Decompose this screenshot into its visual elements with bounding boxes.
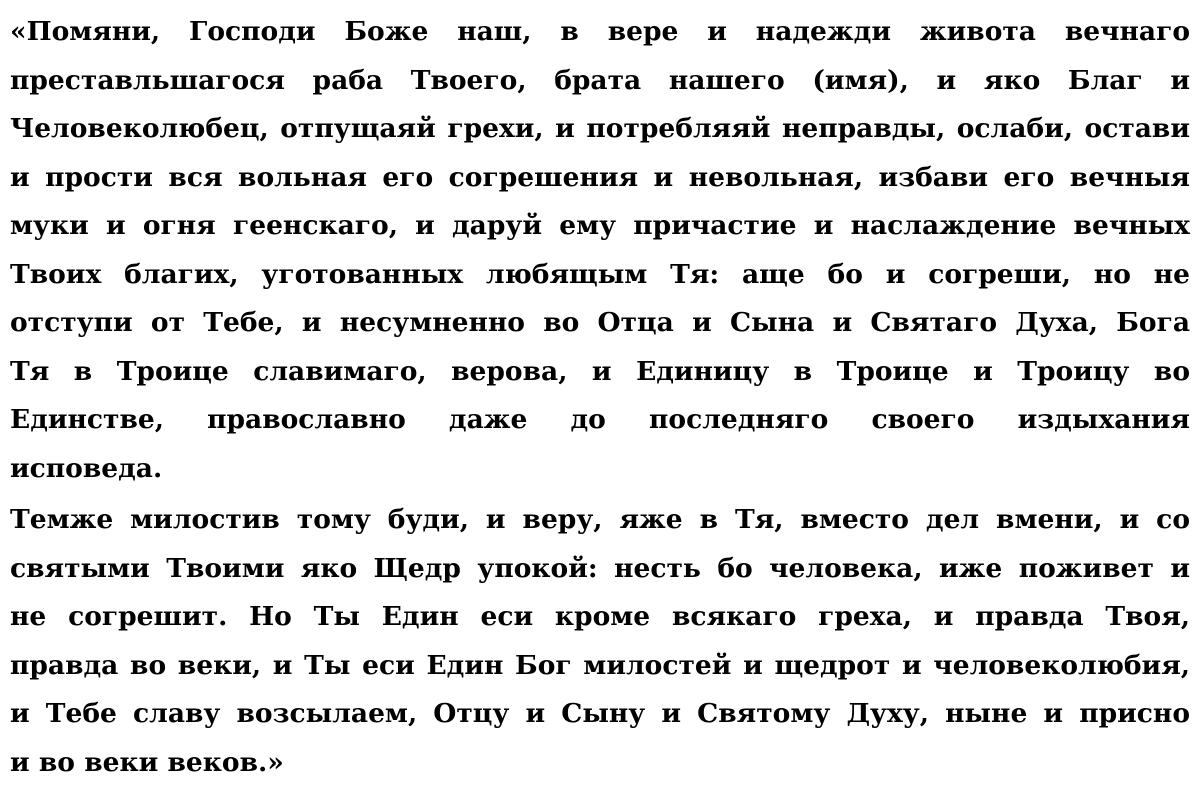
text-line: «Помяни, Господи Боже наш, в вере и надежди живота вечнаго — [10, 8, 1190, 57]
text-line: и Тебе славу возсылаем, Отцу и Сыну и Святому Духу, ныне и присно — [10, 690, 1190, 739]
text-line: отступи от Тебе, и несумненно во Отца и Сына и Святаго Духа, Бога — [10, 299, 1190, 348]
text-line: исповеда. — [10, 445, 1190, 494]
text-line: преставльшагося раба Твоего, брата нашего (имя), и яко Благ и — [10, 57, 1190, 106]
text-line: и прости вся вольная его согрешения и невольная, избави его вечныя — [10, 154, 1190, 203]
text-line: Темже милостив тому буди, и веру, яже в Тя, вместо дел вмени, и со — [10, 496, 1190, 545]
text-line: муки и огня геенскаго, и даруй ему причастие и наслаждение вечных — [10, 202, 1190, 251]
text-line: Единстве, православно даже до последняго своего издыхания — [10, 396, 1190, 445]
text-line: правда во веки, и Ты еси Един Бог милостей и щедрот и человеколюбия, — [10, 642, 1190, 691]
text-line: Твоих благих, уготованных любящым Тя: аще бо и согреши, но не — [10, 251, 1190, 300]
prayer-paragraph-2 — [10, 496, 1190, 787]
text-line: Человеколюбец, отпущаяй грехи, и потребляяй неправды, ослаби, остави — [10, 105, 1190, 154]
text-line: и во веки веков.» — [10, 739, 1190, 787]
text-line: святыми Твоими яко Щедр упокой: несть бо человека, иже поживет и — [10, 545, 1190, 594]
text-line: Тя в Троице славимаго, верова, и Единицу в Троице и Троицу во — [10, 348, 1190, 397]
text-line: не согрешит. Но Ты Един еси кроме всякаго греха, и правда Твоя, — [10, 593, 1190, 642]
prayer-paragraph-1 — [10, 8, 1190, 493]
